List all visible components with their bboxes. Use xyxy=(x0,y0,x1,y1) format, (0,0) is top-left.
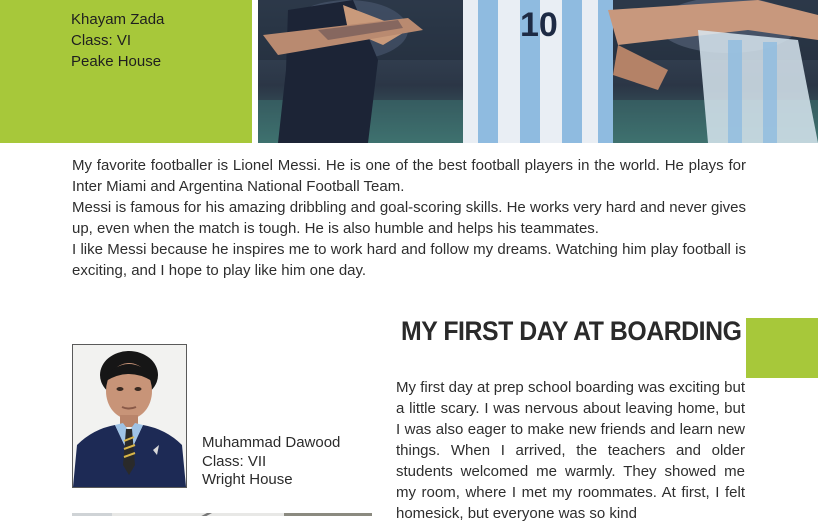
bottom-author-info xyxy=(202,434,340,490)
article-paragraph: My favorite footballer is Lionel Messi. He is one of the best football players in the world. He plays for Inter Miami and Argentina National Football Team. xyxy=(72,157,746,195)
cropped-photo-strip xyxy=(72,508,372,516)
bottom-author-name: Muhammad Dawood xyxy=(202,434,341,451)
story-body: My first day at prep school boarding was exciting but a little scary. I was nervous about leaving home, but I was also eager to make new friends and learn new things. When I arrived, the teachers and older students welcomed me warmly. They showed me my room, where I met my roommates. At first, I felt homesick, but everyone was so kind xyxy=(396,379,745,522)
bottom-author-class: Class: VII xyxy=(202,452,267,470)
article-paragraph: I like Messi because he inspires me to work hard and follow my dreams. Watching him play football is exciting, and I hope to play like him one day. xyxy=(72,241,746,279)
top-author-name: Khayam Zada xyxy=(71,11,165,28)
footballer-photo xyxy=(258,0,818,143)
top-author-house: Peake House xyxy=(71,53,162,70)
article-paragraph: Messi is famous for his amazing dribbling and goal-scoring skills. He works very hard and never gives up, even when the match is tough. He is also humble and helps his teammates. xyxy=(72,199,746,237)
top-author-class: Class: VI xyxy=(71,32,132,49)
top-author-info xyxy=(71,9,164,72)
student-portrait xyxy=(72,344,187,488)
bottom-author-house: Wright House xyxy=(202,471,293,488)
article-body xyxy=(72,155,746,281)
green-accent-tab xyxy=(746,318,818,378)
story-heading: MY FIRST DAY AT BOARDING xyxy=(401,316,742,346)
jersey-number: 10 xyxy=(520,6,558,44)
